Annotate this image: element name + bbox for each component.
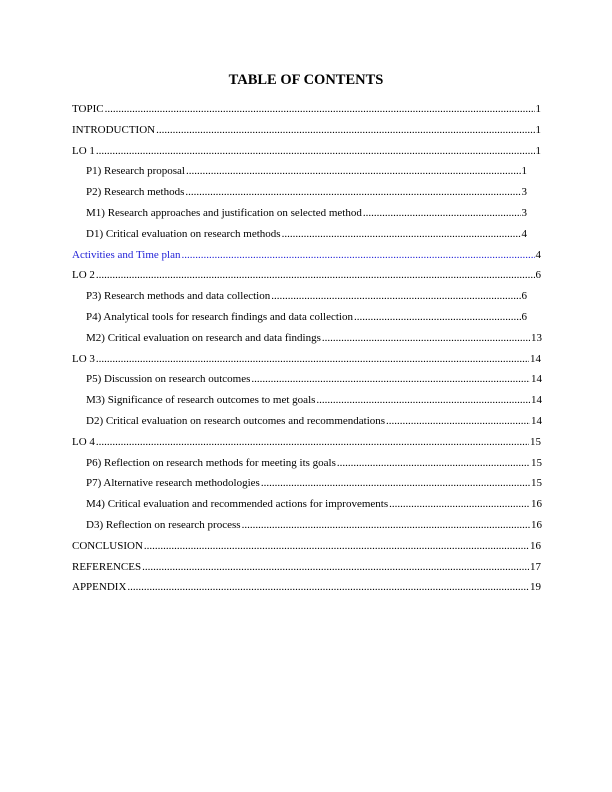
dot-leader bbox=[96, 432, 529, 453]
toc-entry-label: D2) Critical evaluation on research outcomes and recommendations bbox=[86, 414, 386, 427]
toc-entry-label: M3) Significance of research outcomes to met goals bbox=[86, 394, 316, 407]
dot-leader bbox=[337, 453, 530, 474]
dot-leader bbox=[386, 411, 530, 432]
toc-entry-label: P5) Discussion on research outcomes bbox=[86, 373, 251, 386]
toc-entry-label: M1) Research approaches and justification on selected method bbox=[86, 206, 362, 219]
toc-entry-page: 14 bbox=[531, 373, 542, 386]
toc-entry-page: 16 bbox=[531, 498, 542, 511]
toc-entry-label: P6) Reflection on research methods for meeting its goals bbox=[86, 456, 336, 469]
dot-leader bbox=[261, 473, 530, 494]
toc-entry-topic[interactable] bbox=[72, 99, 541, 120]
toc-entry-label: APPENDIX bbox=[72, 581, 127, 594]
toc-list bbox=[72, 99, 542, 598]
toc-entry-p5[interactable] bbox=[72, 369, 542, 390]
dot-leader bbox=[282, 224, 521, 245]
dot-leader bbox=[186, 161, 521, 182]
toc-entry-label: P4) Analytical tools for research findings and data collection bbox=[86, 310, 353, 323]
toc-entry-label: TOPIC bbox=[72, 103, 104, 115]
toc-entry-p6[interactable] bbox=[72, 453, 542, 474]
toc-entry-label: LO 3 bbox=[72, 352, 95, 365]
toc-entry-page: 1 bbox=[521, 165, 527, 178]
toc-entry-label: P7) Alternative research methodologies bbox=[86, 477, 260, 490]
dot-leader bbox=[142, 557, 529, 578]
toc-entry-references[interactable] bbox=[72, 557, 541, 578]
toc-entry-activities-time-plan[interactable] bbox=[72, 245, 541, 266]
dot-leader bbox=[127, 577, 529, 598]
toc-entry-page: 4 bbox=[535, 248, 541, 261]
toc-entry-page: 4 bbox=[521, 227, 527, 240]
dot-leader bbox=[185, 182, 520, 203]
toc-entry-label: INTRODUCTION bbox=[72, 123, 156, 136]
toc-entry-label: LO 1 bbox=[72, 144, 95, 157]
dot-leader bbox=[96, 141, 535, 162]
toc-entry-m2[interactable] bbox=[72, 328, 542, 349]
toc-entry-label: D1) Critical evaluation on research methods bbox=[86, 227, 281, 240]
dot-leader bbox=[242, 515, 530, 536]
dot-leader bbox=[271, 286, 520, 307]
toc-entry-page: 19 bbox=[530, 581, 541, 594]
toc-entry-lo4[interactable] bbox=[72, 432, 541, 453]
dot-leader bbox=[156, 120, 534, 141]
dot-leader bbox=[181, 245, 534, 266]
toc-entry-introduction[interactable] bbox=[72, 120, 541, 141]
toc-entry-m1[interactable] bbox=[72, 203, 527, 224]
toc-entry-page: 3 bbox=[521, 186, 527, 199]
toc-entry-page: 16 bbox=[530, 539, 541, 552]
toc-entry-page: 13 bbox=[531, 331, 542, 344]
toc-entry-label: LO 2 bbox=[72, 269, 95, 282]
toc-entry-page: 17 bbox=[530, 560, 541, 573]
toc-entry-page: 3 bbox=[521, 206, 527, 219]
toc-entry-conclusion[interactable] bbox=[72, 536, 541, 557]
toc-entry-page: 1 bbox=[535, 123, 541, 136]
toc-entry-lo3[interactable] bbox=[72, 349, 541, 370]
dot-leader bbox=[322, 328, 530, 349]
toc-entry-page: 6 bbox=[521, 290, 527, 303]
toc-entry-page: 6 bbox=[535, 269, 541, 282]
toc-title: TABLE OF CONTENTS bbox=[228, 72, 384, 88]
dot-leader bbox=[96, 349, 529, 370]
toc-entry-label: P2) Research methods bbox=[86, 186, 185, 199]
dot-leader bbox=[363, 203, 521, 224]
toc-entry-page: 1 bbox=[535, 144, 541, 157]
toc-entry-p4[interactable] bbox=[72, 307, 527, 328]
toc-entry-d1[interactable] bbox=[72, 224, 527, 245]
toc-entry-lo1[interactable] bbox=[72, 141, 541, 162]
toc-entry-lo2[interactable] bbox=[72, 265, 541, 286]
toc-entry-label: CONCLUSION bbox=[72, 539, 143, 552]
toc-entry-label: REFERENCES bbox=[72, 560, 142, 573]
toc-entry-page: 15 bbox=[531, 477, 542, 490]
toc-entry-label: P3) Research methods and data collection bbox=[86, 290, 271, 303]
toc-entry-label: D3) Reflection on research process bbox=[86, 518, 241, 531]
toc-entry-label: LO 4 bbox=[72, 435, 95, 448]
toc-entry-page: 1 bbox=[535, 103, 541, 115]
toc-entry-m3[interactable] bbox=[72, 390, 542, 411]
toc-entry-page: 15 bbox=[531, 456, 542, 469]
toc-entry-page: 16 bbox=[531, 518, 542, 531]
toc-entry-appendix[interactable] bbox=[72, 577, 541, 598]
dot-leader bbox=[389, 494, 530, 515]
dot-leader bbox=[144, 536, 529, 557]
dot-leader bbox=[251, 369, 530, 390]
toc-entry-p2[interactable] bbox=[72, 182, 527, 203]
dot-leader bbox=[316, 390, 530, 411]
dot-leader bbox=[354, 307, 521, 328]
toc-entry-page: 14 bbox=[530, 352, 541, 365]
dot-leader bbox=[96, 265, 535, 286]
toc-entry-label: M2) Critical evaluation on research and data findings bbox=[86, 331, 321, 344]
toc-entry-page: 14 bbox=[531, 394, 542, 407]
toc-entry-d2[interactable] bbox=[72, 411, 542, 432]
toc-entry-page: 14 bbox=[531, 414, 542, 427]
toc-entry-p7[interactable] bbox=[72, 473, 542, 494]
toc-entry-p3[interactable] bbox=[72, 286, 527, 307]
toc-entry-page: 6 bbox=[521, 310, 527, 323]
toc-entry-m4[interactable] bbox=[72, 494, 542, 515]
toc-entry-page: 15 bbox=[530, 435, 541, 448]
toc-entry-d3[interactable] bbox=[72, 515, 542, 536]
toc-entry-label: P1) Research proposal bbox=[86, 165, 185, 178]
dot-leader bbox=[105, 99, 535, 120]
toc-entry-label: M4) Critical evaluation and recommended actions for improvements bbox=[86, 498, 389, 511]
toc-entry-label: Activities and Time plan bbox=[72, 248, 181, 261]
toc-entry-p1[interactable] bbox=[72, 161, 527, 182]
